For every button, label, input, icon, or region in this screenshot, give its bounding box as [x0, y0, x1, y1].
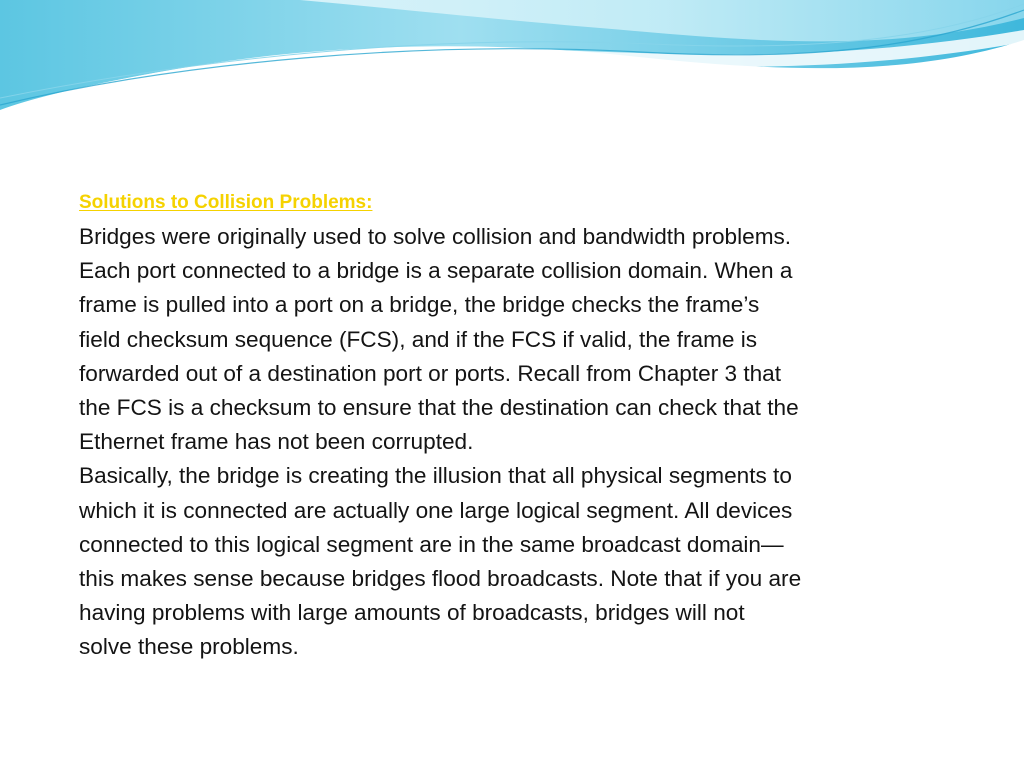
decorative-wave-banner — [0, 0, 1024, 130]
slide-body — [79, 184, 1009, 665]
body-paragraph-2: Basically, the bridge is creating the illusion that all physical segments to which it is connected are actually one large logical segment. All devices connected to this logical segment are in the same broadcast domain— this makes sense because bridges flood broadcasts. Note that if you are having problems with large amounts of broadcasts, bridges will not solve these problems. — [79, 463, 802, 660]
slide-heading: Solutions to Collision Problems: — [79, 192, 373, 213]
body-paragraph-1: Bridges were originally used to solve collision and bandwidth problems. Each port connected to a bridge is a separate collision domain. When a frame is pulled into a port on a bridge, the bridge checks the frame’s field checksum sequence (FCS), and if the FCS if valid, the frame is forwarded out of a destination port or ports. Recall from Chapter 3 that the FCS is a checksum to ensure that the destination can check that the Ethernet frame has not been corrupted. — [79, 224, 799, 455]
